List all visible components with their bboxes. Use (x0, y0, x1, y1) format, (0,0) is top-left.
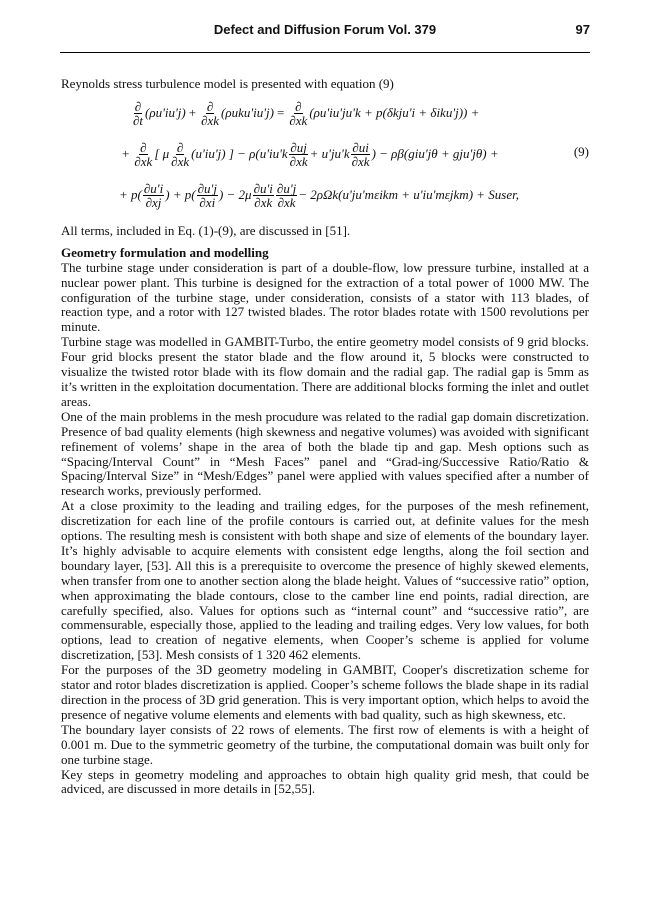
paragraph: Turbine stage was modelled in GAMBIT-Turbo, the entire geometry model consists of 9 grid blocks. Four grid blocks present the stator blade and the flow around it, 5 blocks were constructed to visualize the twisted rotor blade with its flow domain and the radial gap. The radial gap is 5mm as it’s written in the exploitation documentation. There are additional blocks forming the inlet and outlet areas. (61, 334, 589, 409)
paragraph: The turbine stage under consideration is part of a double-flow, low pressure turbine, installed at a nuclear power plant. This turbine is designed for the extraction of a total power of 1000 MW. The configuration of the turbine stage, under consideration, consists of a stator with 113 blades, of reaction type, and a rotor with 127 twisted blades. The rotor blades rotate with 1500 revolutions per minute. (61, 259, 589, 335)
fraction: $\frac{\partial ui}{\partial xk}$ (351, 140, 370, 170)
page-number: 97 (575, 22, 590, 37)
equation-term: (ρuku'iu'j) (221, 105, 274, 121)
fraction: $\frac{\partial}{\partial xk}$ (171, 140, 190, 170)
equation-note: All terms, included in Eq. (1)-(9), are discussed in [51]. (61, 222, 351, 238)
journal-title: Defect and Diffusion Forum Vol. 379 (213, 22, 437, 37)
paragraph: For the purposes of the 3D geometry modeling in GAMBIT, Cooper's discretization scheme for stator and rotor blades discretization is applied. Cooper’s scheme follows the blade shape in its radial direction in the process of 3D grid generation. This is very important option, which helps to avoid the presence of negative volume elements and elements with bad quality, such as high skewness, etc. (61, 662, 589, 722)
equation-term: ) + p( (165, 187, 196, 203)
equation-term: [ μ (154, 146, 170, 162)
equation-intro: Reynolds stress turbulence model is presented with equation (9) (61, 76, 394, 91)
paragraph: One of the main problems in the mesh procudure was related to the radial gap domain discretization. Presence of bad quality elements (high skewness and negative volumes) was avoided with significant refinement of volems’ shape in the area of both the blade tip and gap. Mesh options such as “Spacing/Interval Count” in “Mesh Faces” panel and “Grad-ing/Successive Ratio/Ratio & Spacing/Interval Size” in “Mesh/Edges” panel were applied with values specified after a number of research works, previously performed. (61, 408, 589, 499)
page-body (61, 77, 589, 797)
equation-line-3 (119, 176, 519, 216)
equation-term: + u'ju'k (309, 146, 350, 162)
paragraph: Key steps in geometry modeling and approaches to obtain high quality grid mesh, that could be adviced, are discussed in more details in [52,55]. (61, 766, 589, 797)
fraction: $\frac{\partial u'j}{\partial xk}$ (276, 181, 297, 211)
equation-term: (ρu'iu'ju'k + p(δkju'i + δiku'j)) + (309, 105, 480, 121)
equation-term: + p( (119, 187, 142, 203)
equation-line-2: + $\frac{\partial}{\partial xk}$ [ μ $\frac{\partial}{\partial xk}$ (u'iu'j) ] − ρ(u'iu'k $\frac{\partial uj}{\partial xk}$ + u'ju'k $\frac{\partial ui}{\partial xk}$ ) − ρβ(giu'jθ + gju'jθ) + (122, 140, 499, 170)
fraction: $\frac{\partial u'i}{\partial xj}$ (143, 181, 164, 211)
fraction: $\frac{\partial u'j}{\partial xi}$ (197, 181, 217, 211)
equation-term: ) − ρβ(giu'jθ + gju'jθ) + (371, 146, 499, 162)
paragraph: The boundary layer consists of 22 rows of elements. The first row of elements is with a height of 0.001 m. Due to the symmetric geometry of the turbine, the computational domain was built only for one turbine stage. (61, 721, 589, 767)
fraction: $\frac{\partial uj}{\partial xk}$ (289, 140, 308, 170)
equation-term: (u'iu'j) ] − ρ(u'iu'k (191, 146, 288, 162)
paragraph: At a close proximity to the leading and trailing edges, for the purposes of the mesh refinement, discretization for each line of the profile contours is carried out, at definite values for the mesh options. The resulting mesh is consistent with both shape and size of elements of the boundary layer. It’s highly advisable to acquire elements with consistent edge lengths, along the foil section and boundary layer, [53]. All this is a prerequisite to overcome the presence of highly skewed elements, when transfer from one to another section along the blade height. Values of “successive ratio” option, when approximating the blade contours, close to the camber line end points, radial direction, are carefully specified, also. Values for options such as “internal count” and “successive ratio”, are commensurable, especially those, applied to the leading and trailing edges. Very low values, for both options, lead to creation of negative elements, when Cooper’s scheme is applied for volume discretization, [53]. Mesh consists of 1 320 462 elements. (61, 498, 589, 663)
fraction: $\frac{\partial u'i}{\partial xk}$ (253, 181, 273, 211)
fraction: $\frac{\partial}{\partial xk}$ (134, 140, 153, 170)
header-rule (60, 52, 590, 53)
fraction: $\frac{\partial}{\partial xk}$ (201, 99, 220, 129)
equation-term: ) − 2μ (218, 187, 252, 203)
fraction: $\frac{\partial}{\partial t}$ (133, 99, 144, 129)
equation-9 (61, 94, 589, 217)
fraction: $\frac{\partial}{\partial xk}$ (289, 99, 308, 129)
page-header (60, 22, 590, 42)
section-heading: Geometry formulation and modelling (61, 244, 269, 260)
equation-term: (ρu'iu'j) (145, 105, 186, 121)
equation-number: (9) (573, 143, 589, 159)
equation-line-1: $\frac{\partial}{\partial t}$ (ρu'iu'j) + $\frac{\partial}{\partial xk}$ (ρuku'iu'j) = $\frac{\partial}{\partial xk}$ (ρu'iu'ju'k + p(δkju'i + δiku'j)) + (133, 99, 480, 129)
equation-term: − 2ρΩk(u'ju'mεikm + u'iu'mεjkm) + Suser, (298, 187, 519, 203)
